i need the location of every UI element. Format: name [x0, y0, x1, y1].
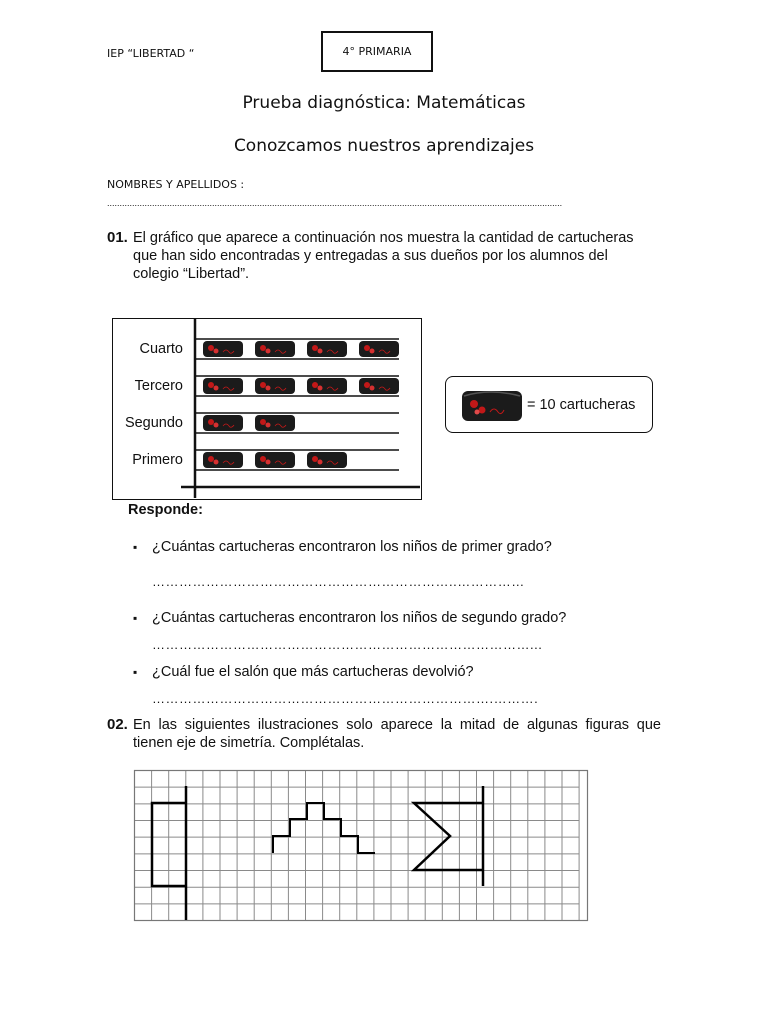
q2-text-line2: tienen eje de simetría. Complétalas.	[133, 735, 365, 751]
pencil-case-icon	[307, 341, 347, 357]
category-label-primero: Primero	[132, 452, 183, 468]
pictograph-svg	[113, 319, 420, 498]
q1-text-line2: que han sido encontradas y entregadas a sus dueños por los alumnos del	[133, 248, 608, 264]
q1-sub3-text: ¿Cuál fue el salón que más cartucheras devolvió?	[152, 664, 474, 680]
pencil-case-icon	[255, 341, 295, 357]
half-chevron-figure	[414, 786, 483, 886]
q1-sub1-answer-line[interactable]: …………………………………………………………..……………	[152, 574, 525, 589]
page-title: Prueba diagnóstica: Matemáticas	[242, 93, 526, 113]
category-label-segundo: Segundo	[124, 415, 183, 431]
pencil-case-icon	[255, 415, 295, 431]
q2-number: 02.	[107, 716, 128, 733]
grade-box	[321, 31, 433, 72]
pencil-case-icon	[307, 452, 347, 468]
bullet-icon: ▪	[133, 665, 138, 679]
pencil-case-icon	[203, 452, 243, 468]
pencil-case-icon	[203, 415, 243, 431]
q1-sub2-answer-line[interactable]: …………………………………………………………………………...	[152, 637, 543, 652]
bullet-icon: ▪	[133, 540, 138, 554]
grade-label: 4° PRIMARIA	[342, 45, 412, 58]
page-subtitle: Conozcamos nuestros aprendizajes	[233, 136, 535, 156]
pencil-case-icon	[359, 341, 399, 357]
names-line: ......................................................................................................................................................................................	[107, 198, 563, 208]
pencil-case-icon	[460, 386, 530, 426]
school-name: IEP “LIBERTAD “	[107, 47, 195, 60]
pencil-case-icon	[203, 378, 243, 394]
pencil-case-icon	[255, 378, 295, 394]
bullet-icon: ▪	[133, 611, 138, 625]
q1-sub3-answer-line[interactable]: ………………………………………………………………….……….	[152, 691, 539, 706]
symmetry-grid[interactable]	[130, 766, 592, 926]
pictograph-chart	[112, 318, 422, 500]
pencil-case-icon	[255, 452, 295, 468]
q1-text-line3: colegio “Libertad”.	[133, 266, 250, 282]
q2-text-line1: En las siguientes ilustraciones solo aparece la mitad de algunas figuras que	[133, 717, 661, 733]
category-label-cuarto: Cuarto	[139, 341, 183, 357]
legend-label: = 10 cartucheras	[527, 397, 636, 413]
respond-label: Responde:	[128, 502, 203, 518]
pencil-case-icon	[359, 378, 399, 394]
q1-number: 01.	[107, 229, 128, 246]
q1-text-line1: El gráfico que aparece a continuación nos muestra la cantidad de cartucheras	[133, 230, 634, 246]
pencil-case-icon	[307, 378, 347, 394]
names-label: NOMBRES Y APELLIDOS :	[107, 178, 245, 191]
q1-sub2-text: ¿Cuántas cartucheras encontraron los niños de segundo grado?	[152, 610, 567, 626]
pencil-case-icon	[203, 341, 243, 357]
category-label-tercero: Tercero	[134, 378, 183, 394]
q1-sub1-text: ¿Cuántas cartucheras encontraron los niños de primer grado?	[152, 539, 552, 555]
